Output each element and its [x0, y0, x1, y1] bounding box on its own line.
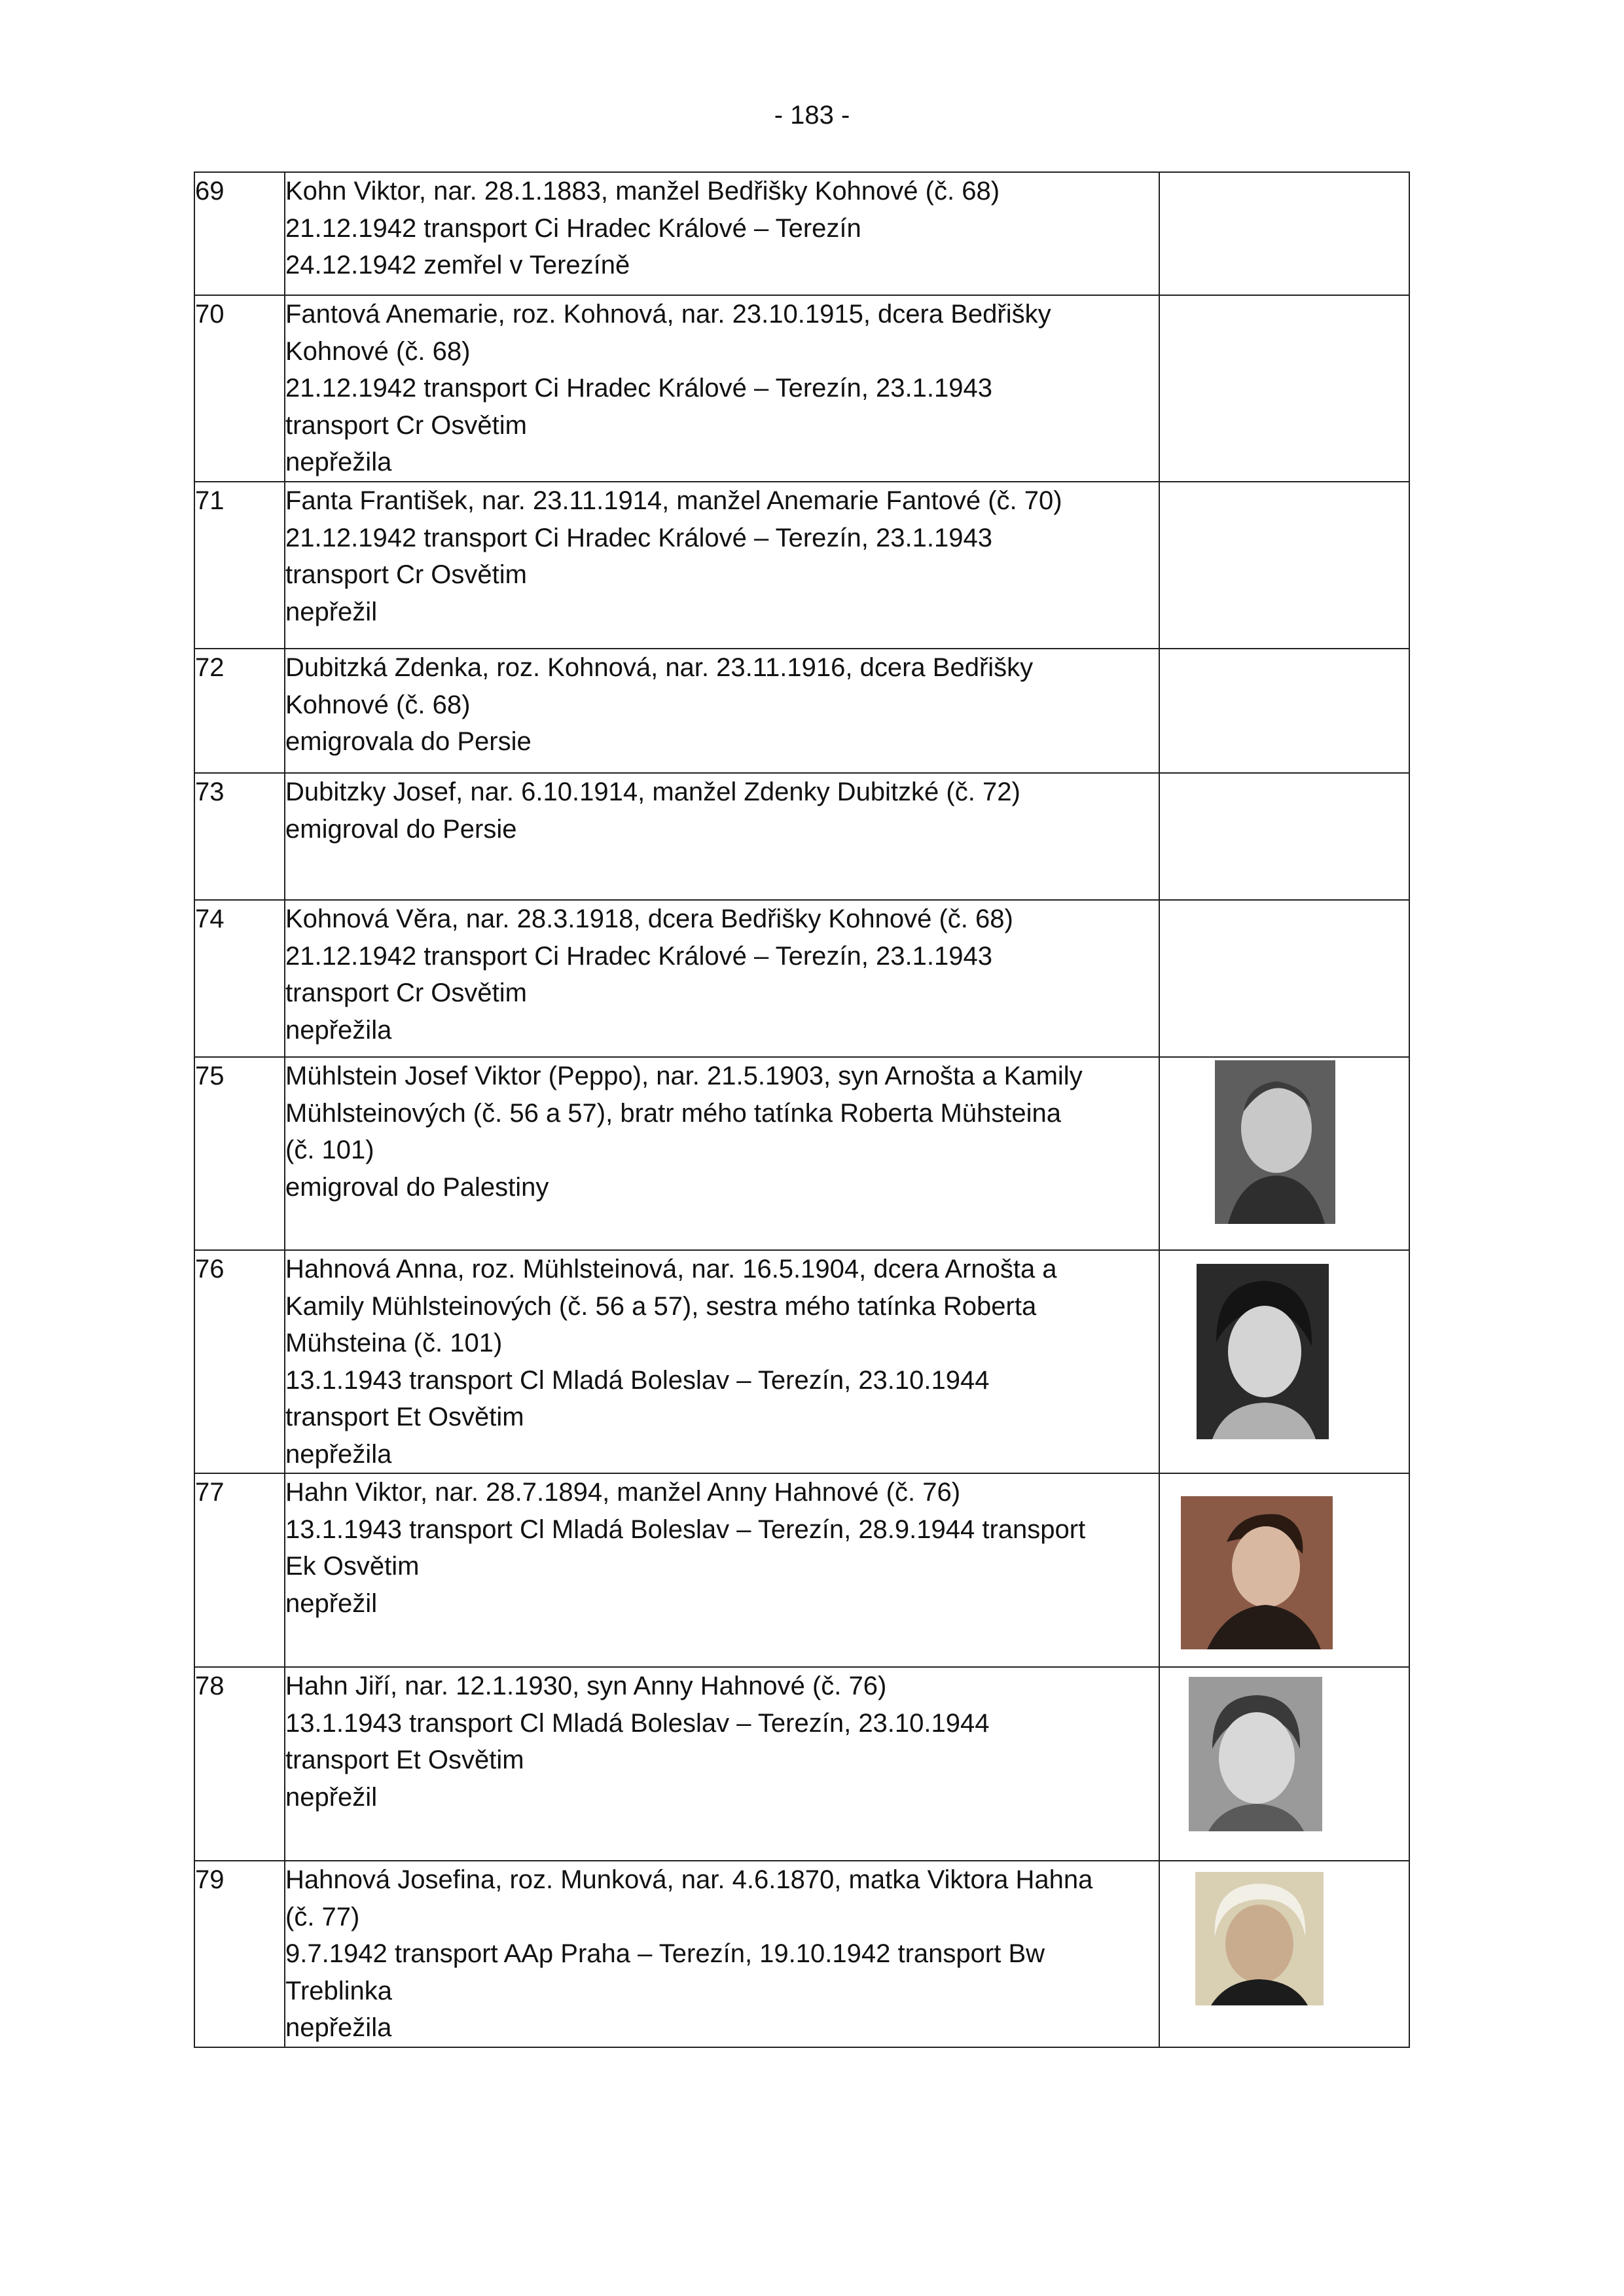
entry-line: transport Et Osvětim	[285, 1746, 524, 1774]
entry-line: 13.1.1943 transport Cl Mladá Boleslav – Terezín, 23.10.1944	[285, 1708, 990, 1738]
entry-line: 13.1.1943 transport Cl Mladá Boleslav – Terezín, 23.10.1944	[285, 1365, 990, 1395]
entry-line: Hahnová Anna, roz. Mühlsteinová, nar. 16.5.1904, dcera Arnošta a	[285, 1255, 1057, 1283]
entry-line: Hahnová Josefina, roz. Munková, nar. 4.6.1870, matka Viktora Hahna	[285, 1865, 1093, 1894]
entry-text	[285, 773, 1159, 900]
photo-cell	[1159, 649, 1409, 773]
entry-line: nepřežil	[285, 1588, 378, 1618]
entry-line: Dubitzky Josef, nar. 6.10.1914, manžel Zdenky Dubitzké (č. 72)	[285, 778, 1020, 806]
entry-line: nepřežila	[285, 1439, 392, 1469]
portrait-photo	[1197, 1264, 1329, 1439]
entry-line: Treblinka	[285, 1976, 393, 2005]
entry-line: 21.12.1942 transport Ci Hradec Králové – Terezín, 23.1.1943	[285, 941, 992, 971]
entry-number: 69	[194, 172, 285, 295]
entry-number: 74	[194, 900, 285, 1057]
portrait-photo	[1195, 1872, 1324, 2005]
portrait-photo	[1189, 1677, 1322, 1831]
entry-line: Hahn Viktor, nar. 28.7.1894, manžel Anny Hahnové (č. 76)	[285, 1478, 961, 1507]
entry-line: Kohnové (č. 68)	[285, 690, 471, 719]
entry-line: Fantová Anemarie, roz. Kohnová, nar. 23.10.1915, dcera Bedřišky	[285, 300, 1051, 329]
entry-text	[285, 172, 1159, 295]
entry-text	[285, 649, 1159, 773]
entry-text	[285, 1667, 1159, 1861]
photo-cell	[1159, 1057, 1409, 1250]
entry-line: 21.12.1942 transport Ci Hradec Králové – Terezín, 23.1.1943	[285, 523, 992, 552]
entry-line: 21.12.1942 transport Ci Hradec Králové – Terezín	[285, 213, 861, 243]
entry-number: 71	[194, 482, 285, 649]
entry-line: 13.1.1943 transport Cl Mladá Boleslav – Terezín, 28.9.1944 transport	[285, 1515, 1086, 1544]
entry-line: emigroval do Persie	[285, 814, 517, 844]
entry-line: nepřežil	[285, 1782, 378, 1812]
entry-line: Mühsteina (č. 101)	[285, 1329, 503, 1357]
entry-line: transport Cr Osvětim	[285, 560, 527, 589]
photo-cell	[1159, 1250, 1409, 1473]
table-row	[194, 1250, 1409, 1473]
entry-number: 76	[194, 1250, 285, 1473]
entry-line: 21.12.1942 transport Ci Hradec Králové – Terezín, 23.1.1943	[285, 374, 992, 403]
page-number: - 183 -	[774, 101, 850, 130]
photo-cell	[1159, 1667, 1409, 1861]
entry-line: Kohnové (č. 68)	[285, 336, 471, 366]
entry-text	[285, 1861, 1159, 2047]
entry-number: 75	[194, 1057, 285, 1250]
entry-number: 78	[194, 1667, 285, 1861]
entry-text	[285, 295, 1159, 482]
table-row	[194, 482, 1409, 649]
entry-number: 73	[194, 773, 285, 900]
entry-line: Mühlstein Josef Viktor (Peppo), nar. 21.5.1903, syn Arnošta a Kamily	[285, 1062, 1083, 1090]
table-row	[194, 172, 1409, 295]
photo-cell	[1159, 900, 1409, 1057]
entry-line: transport Cr Osvětim	[285, 410, 527, 440]
entry-line: transport Et Osvětim	[285, 1403, 524, 1431]
entry-line: Ek Osvětim	[285, 1552, 420, 1581]
entry-line: Hahn Jiří, nar. 12.1.1930, syn Anny Hahnové (č. 76)	[285, 1672, 887, 1700]
entry-line: 9.7.1942 transport AAp Praha – Terezín, 19.10.1942 transport Bw	[285, 1939, 1045, 1968]
entry-line: nepřežila	[285, 2013, 392, 2042]
photo-cell	[1159, 1861, 1409, 2047]
portrait-photo	[1215, 1060, 1335, 1224]
register-table	[194, 171, 1410, 2048]
entry-number: 77	[194, 1473, 285, 1667]
entry-line: emigroval do Palestiny	[285, 1172, 549, 1202]
photo-cell	[1159, 482, 1409, 649]
table-row	[194, 1667, 1409, 1861]
entry-line: Kamily Mühlsteinových (č. 56 a 57), sestra mého tatínka Roberta	[285, 1291, 1037, 1321]
photo-cell	[1159, 1473, 1409, 1667]
table-row	[194, 1473, 1409, 1667]
entry-line: (č. 77)	[285, 1902, 360, 1931]
entry-number: 72	[194, 649, 285, 773]
table-row	[194, 900, 1409, 1057]
entry-text	[285, 1250, 1159, 1473]
table-row	[194, 1057, 1409, 1250]
entry-line: (č. 101)	[285, 1136, 374, 1164]
photo-cell	[1159, 773, 1409, 900]
entry-line: Dubitzká Zdenka, roz. Kohnová, nar. 23.11.1916, dcera Bedřišky	[285, 653, 1034, 682]
table-row	[194, 649, 1409, 773]
portrait-photo	[1181, 1496, 1333, 1649]
photo-cell	[1159, 172, 1409, 295]
table-row	[194, 773, 1409, 900]
entry-line: Fanta František, nar. 23.11.1914, manžel Anemarie Fantové (č. 70)	[285, 486, 1062, 515]
entry-text	[285, 1473, 1159, 1667]
table-row	[194, 295, 1409, 482]
table-row	[194, 1861, 1409, 2047]
entry-line: transport Cr Osvětim	[285, 978, 527, 1007]
entry-text	[285, 1057, 1159, 1250]
entry-line: nepřežil	[285, 597, 378, 626]
entry-text	[285, 482, 1159, 649]
entry-number: 70	[194, 295, 285, 482]
entry-line: nepřežila	[285, 1015, 392, 1045]
entry-line: Kohnová Věra, nar. 28.3.1918, dcera Bedřišky Kohnové (č. 68)	[285, 905, 1013, 933]
entry-line: emigrovala do Persie	[285, 727, 532, 756]
entry-number: 79	[194, 1861, 285, 2047]
entry-line: Kohn Viktor, nar. 28.1.1883, manžel Bedřišky Kohnové (č. 68)	[285, 177, 1000, 206]
entry-line: Mühlsteinových (č. 56 a 57), bratr mého tatínka Roberta Mühsteina	[285, 1098, 1062, 1128]
entry-line: 24.12.1942 zemřel v Terezíně	[285, 251, 630, 279]
entry-text	[285, 900, 1159, 1057]
entry-line: nepřežila	[285, 448, 392, 476]
photo-cell	[1159, 295, 1409, 482]
